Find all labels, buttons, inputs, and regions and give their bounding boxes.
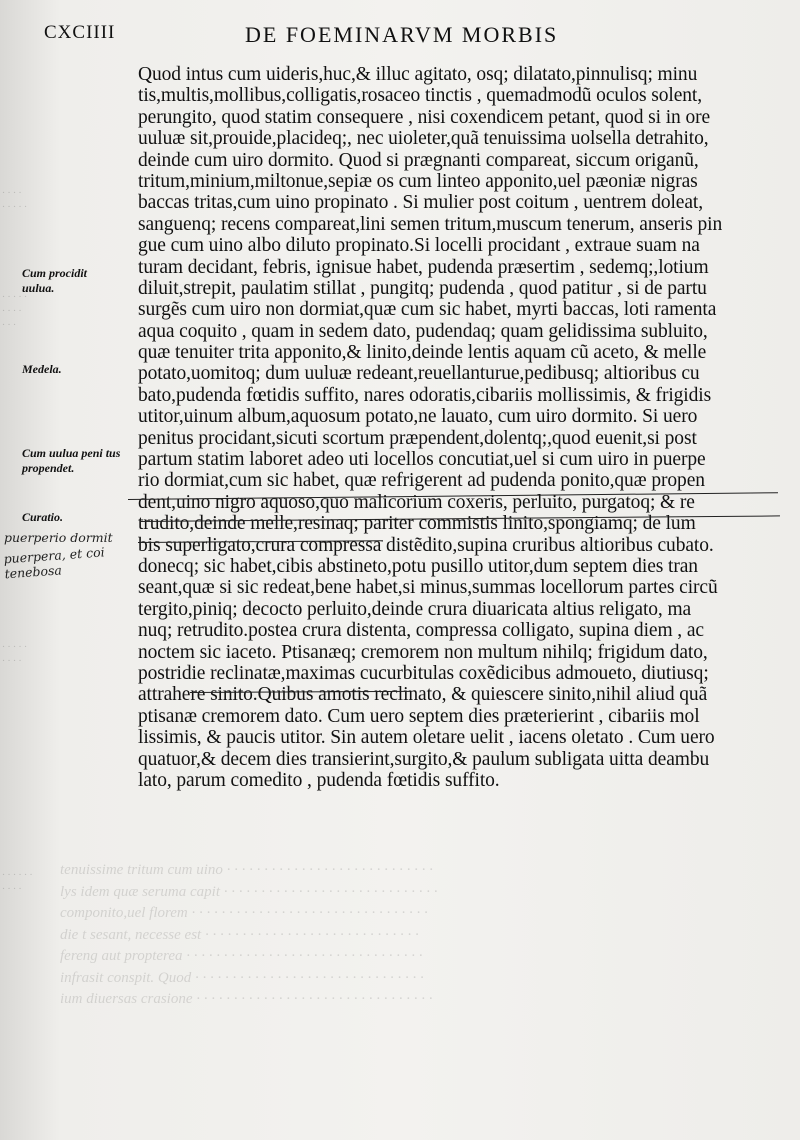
text-line: rio dormiat,cum sic habet, quæ refrigerent ad pudenda ponito,quæ propen — [138, 470, 705, 492]
text-line: uuluæ sit,prouide,placideq;, nec uioleter,quã tenuissima uolsella detrahito, — [138, 128, 709, 150]
page-header — [0, 22, 800, 52]
text-line: partum statim laboret adeo uti locellos concutiat,uel si cum uiro in puerpe — [138, 449, 706, 471]
margin-note: Cum procidit uulua. — [22, 266, 88, 295]
handwritten-annotation: puerpera, et coi tenebosa — [3, 544, 106, 582]
text-line: nuq; retrudito.postea crura distenta, compressa colligato, supina diem , ac — [138, 620, 704, 642]
text-line: trudito,deinde melle,resinaq; pariter commistis linito,spongiamq; de lum — [138, 513, 696, 535]
text-line: potato,uomitoq; dum uuluæ redeant,reuellanturue,pedibusq; altioribus cu — [138, 363, 700, 385]
text-line: sanguenq; recens compareat,lini semen tritum,muscum tenerum, anseris pin — [138, 213, 723, 235]
bleed-through-margin: · · · · · · · · · — [2, 641, 27, 667]
text-line: bato,pudenda fœtidis suffito, nares odoratis,cibariis mollissimis, & frigidis — [138, 384, 712, 406]
margin-note: Medela. — [22, 362, 62, 376]
text-line: seant,quæ si sic redeat,bene habet,si minus,summas locellorum partes circũ — [138, 577, 718, 599]
folio-number: CXCIIII — [44, 22, 116, 43]
text-line: lissimis, & paucis utitor. Sin autem oletare uelit , iacens oletato . Cum uero — [138, 727, 715, 749]
text-line: attrahere sinito.Quibus amotis reclinato, & quiescere sinito,nihil aliud quã — [138, 684, 708, 706]
bleed-through-margin: · · · · · · · · · · · · — [2, 291, 27, 331]
bleed-through-margin: · · · · · · · · · · — [2, 869, 33, 895]
text-line: dent,uino nigro aquoso,quo malicorium coxeris, perluito, purgatoq; & re — [138, 491, 695, 513]
text-line: utitor,uinum album,aquosum potato,ne lauato, cum uiro dormito. Si uero — [138, 406, 698, 428]
text-line: aqua coquito , quam in sedem dato, pudendaq; quam gelidissima subluito, — [138, 320, 708, 342]
running-title: DE FOEMINARVM MORBIS — [245, 22, 559, 47]
text-line: quæ tenuiter trita apponito,& linito,deinde lentis aquam cũ aceto, & melle — [138, 342, 707, 364]
text-line: tis,multis,mollibus,colligatis,rosaceo tinctis , quemadmodũ oculos solent, — [138, 85, 703, 107]
text-line: turam decidant, febris, ignisue habet, pudenda præsertim , sedemq;,lotium — [138, 256, 709, 278]
margin-note: Curatio. — [22, 510, 64, 524]
body-text — [138, 64, 778, 791]
text-line: baccas tritas,cum uino propinato . Si mulier post coitum , uentrem doleat, — [138, 192, 704, 214]
text-line: donecq; sic habet,cibis abstineto,potu pusillo utitor,dum septem dies tran — [138, 555, 698, 577]
text-line: lato, parum comedito , pudenda fœtidis suffito. — [138, 769, 500, 791]
handwritten-annotation: puerperio dormit — [4, 530, 113, 545]
bleed-through-margin: · · · · · · · · · — [2, 187, 27, 213]
text-line: tritum,minium,miltonue,sepiæ os cum linteo apponito,uel pæoniæ nigras — [138, 170, 698, 192]
text-line: perungito, quod statim consequere , nisi coxendicem petant, quod si in ore — [138, 106, 711, 128]
text-line: deinde cum uiro dormito. Quod si prægnanti compareat, siccum origanũ, — [138, 149, 699, 171]
margin-note: Cum uulua peni tus propendet. — [22, 446, 121, 475]
text-line: penitus procidant,sicuti scortum præpendent,dolentq;,quod euenit,si post — [138, 427, 697, 449]
text-line: ptisanæ cremorem dato. Cum uero septem dies præterierint , cibariis mol — [138, 705, 700, 727]
text-line: Quod intus cum uideris,huc,& illuc agitato, osq; dilatato,pinnulisq; minu — [138, 64, 698, 85]
text-line: quatuor,& decem dies transierint,surgito,& paulum subligata uitta deambu — [138, 748, 710, 770]
text-line: noctem sic iaceto. Ptisanæq; cremorem non multum nihilq; frigidum dato, — [138, 641, 708, 663]
text-line: postridie reclinatæ,maximas cucurbitulas coxẽdicibus admoueto, diutiusq; — [138, 662, 709, 684]
text-line: surgẽs cum uiro non dormiat,quæ cum sic habet, myrti baccas, loti ramenta — [138, 299, 717, 321]
text-line: tergito,piniq; decocto perluito,deinde crura diuaricata altius religato, ma — [138, 598, 692, 620]
text-line: bis superligato,crura compressa distẽdito,supina cruribus altioribus cubato. — [138, 534, 714, 556]
bleed-through-text: tenuissime tritum cum uino · · · · · · · · · · · · · · · · · · · · · · · · · · · · lys idem quæ seruma capit · · · · · · · · · · · · · · · · · · · · · · · · · · · · · componito,uel florem · · · · · · · · · · · · · · · · · · · · · · · · · · · · · · · · die t sesant, necesse est · · · · · · · · · · · · · · · · · · · · · · · · · · · · · fereng aut propterea · · · · · · · · · · · · · · · · · · · · · · · · · · · · · · · · infrasit conspit. Quod · · · · · · · · · · · · · · · · · · · · · · · · · · · · · · · ium diuersas crasione · · · · · · · · · · · · · · · · · · · · · · · · · · · · · · · · — [60, 862, 438, 1007]
text-line: diluit,strepit, paulatim stillat , pungitq; pudenda , quod patitur , si de partu — [138, 277, 707, 299]
text-line: gue cum uino albo diluto propinato.Si locelli procidant , extraue suam na — [138, 235, 700, 257]
